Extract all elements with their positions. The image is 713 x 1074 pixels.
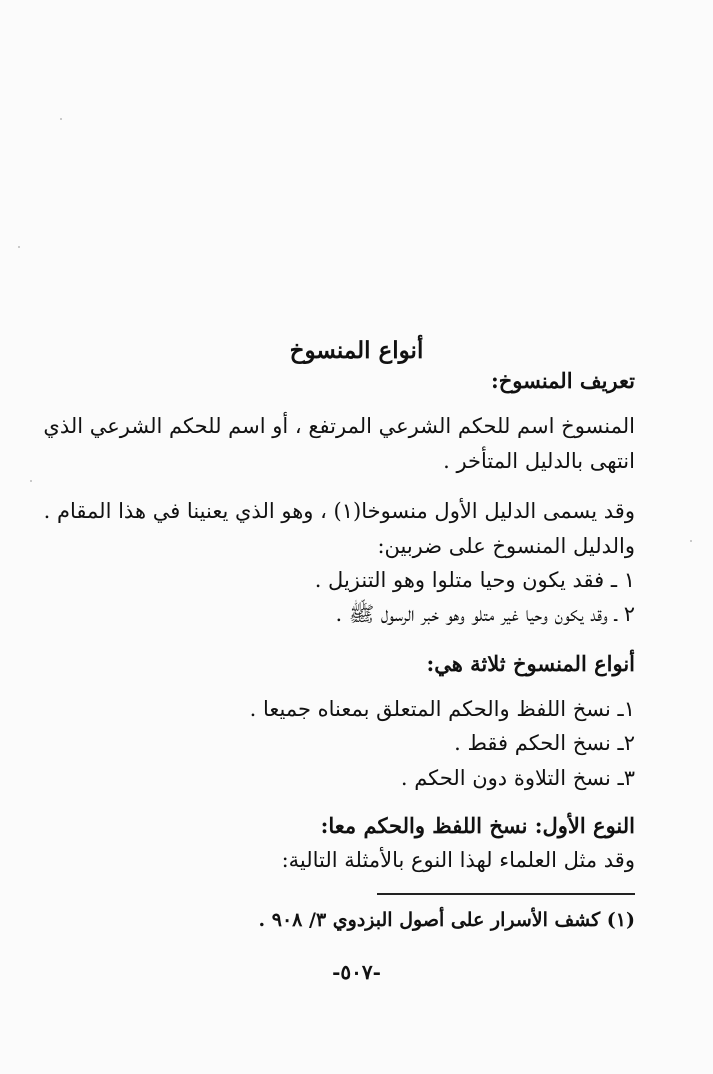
types-heading: أنواع المنسوخ ثلاثة هي: (426, 651, 635, 676)
page-number: -٥٠٧- (332, 960, 381, 984)
types-list-item-3: ٣ـ نسخ التلاوة دون الحكم . (400, 766, 635, 790)
page-title: أنواع المنسوخ (289, 337, 424, 364)
definition-line-2: انتهى بالدليل المتأخر . (443, 449, 635, 473)
kinds-list-item-1: ١ ـ فقد يكون وحيا متلوا وهو التنزيل . (314, 568, 635, 592)
types-list-item-2: ٢ـ نسخ الحكم فقط . (454, 731, 635, 755)
first-type-line-1: وقد مثل العلماء لهذا النوع بالأمثلة التالية: (281, 848, 635, 872)
footnote-separator (377, 893, 635, 895)
definition-line-1: المنسوخ اسم للحكم الشرعي المرتفع ، أو اسم للحكم الشرعي الذي (43, 414, 635, 438)
definition-heading: تعريف المنسوخ: (490, 368, 635, 393)
kinds-list-item-2: ٢ ـ وقد يكون وحيا غير متلو وهو خبر الرسول ﷺ . (335, 602, 635, 626)
paragraph-line-1: وقد يسمى الدليل الأول منسوخا(١) ، وهو الذي يعنينا في هذا المقام . (43, 499, 635, 523)
first-type-heading: النوع الأول: نسخ اللفظ والحكم معا: (320, 813, 635, 838)
paper-speck (60, 118, 62, 120)
paper-speck (30, 480, 32, 482)
paragraph-line-2: والدليل المنسوخ على ضربين: (377, 534, 635, 558)
footnote: (١) كشف الأسرار على أصول البزدوي ٣/ ٩٠٨ . (258, 909, 635, 931)
paper-speck (18, 246, 20, 248)
paper-speck (690, 540, 692, 542)
types-list-item-1: ١ـ نسخ اللفظ والحكم المتعلق بمعناه جميعا . (249, 697, 635, 721)
